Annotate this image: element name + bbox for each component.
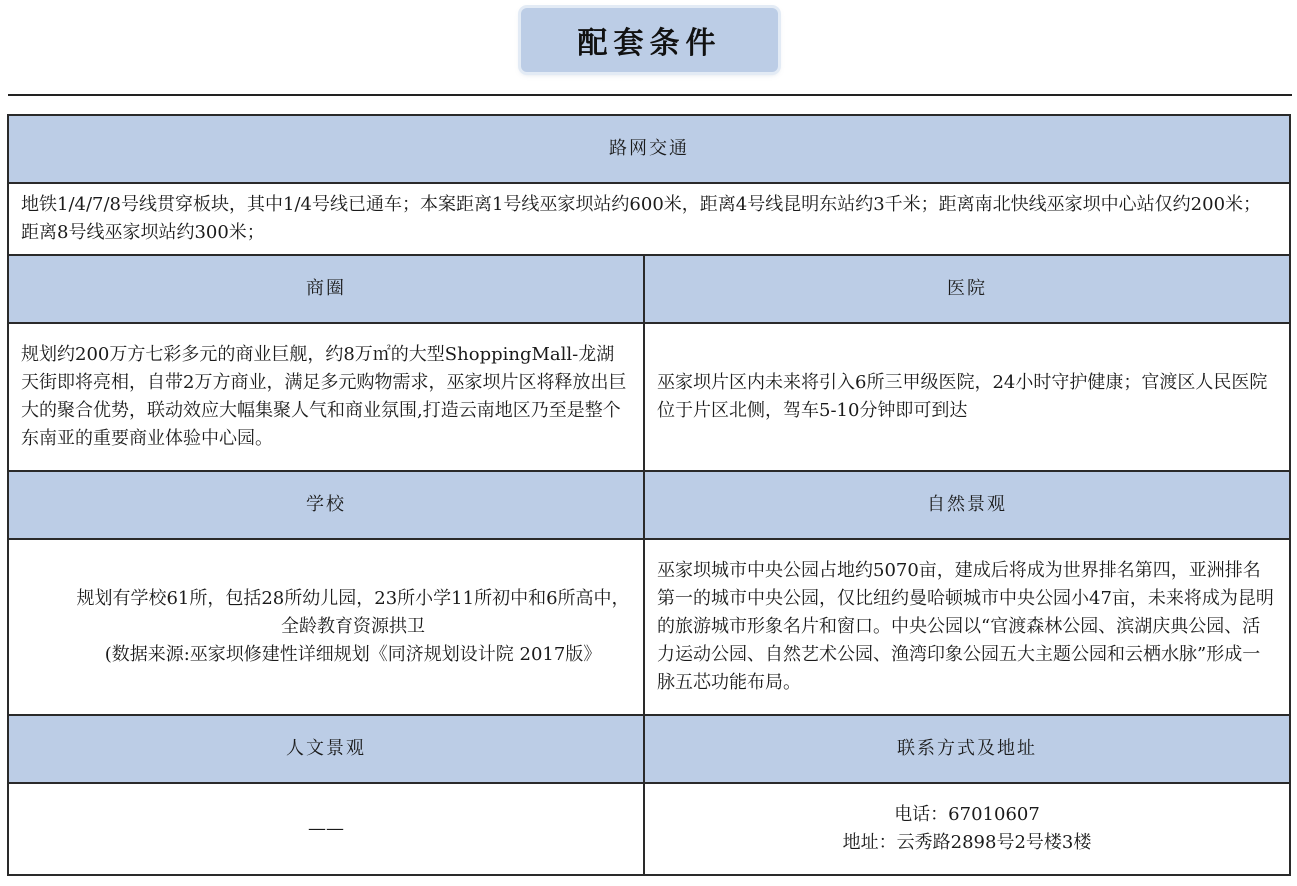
contact-header: 联系方式及地址	[644, 715, 1290, 783]
hospital-text: 巫家坝片区内未来将引入6所三甲级医院，24小时守护健康；官渡区人民医院位于片区北侧，驾车5-10分钟即可到达	[644, 323, 1290, 471]
culture-contact-header-row	[8, 715, 1290, 783]
transport-header-row	[8, 115, 1290, 183]
school-text: 规划有学校61所，包括28所幼儿园，23所小学11所初中和6所高中，全龄教育资源拱卫	[76, 588, 630, 637]
business-hospital-header-row	[8, 255, 1290, 323]
school-cell	[8, 539, 644, 715]
school-nature-header-row	[8, 471, 1290, 539]
title-divider	[8, 94, 1292, 96]
contact-address: 地址：云秀路2898号2号楼3楼	[842, 832, 1092, 853]
facilities-table	[7, 114, 1291, 876]
culture-text: ——	[8, 783, 644, 875]
transport-header: 路网交通	[8, 115, 1290, 183]
contact-cell	[644, 783, 1290, 875]
contact-phone: 电话：67010607	[894, 804, 1040, 825]
school-source: (数据来源:巫家坝修建性详细规划《同济规划设计院 2017版》	[104, 644, 602, 665]
nature-header: 自然景观	[644, 471, 1290, 539]
business-header: 商圈	[8, 255, 644, 323]
culture-contact-body-row	[8, 783, 1290, 875]
culture-header: 人文景观	[8, 715, 644, 783]
business-hospital-body-row	[8, 323, 1290, 471]
hospital-header: 医院	[644, 255, 1290, 323]
transport-text: 地铁1/4/7/8号线贯穿板块，其中1/4号线已通车；本案距离1号线巫家坝站约600米，距离4号线昆明东站约3千米；距离南北快线巫家坝中心站仅约200米；距离8号线巫家坝站约300米；	[8, 183, 1290, 255]
page-title: 配套条件	[521, 8, 778, 72]
transport-body-row	[8, 183, 1290, 255]
school-nature-body-row	[8, 539, 1290, 715]
business-text: 规划约200万方七彩多元的商业巨舰，约8万㎡的大型ShoppingMall-龙湖天街即将亮相，自带2万方商业，满足多元购物需求，巫家坝片区将释放出巨大的聚合优势，联动效应大幅集聚人气和商业氛围,打造云南地区乃至是整个东南亚的重要商业体验中心园。	[8, 323, 644, 471]
school-header: 学校	[8, 471, 644, 539]
nature-text: 巫家坝城市中央公园占地约5070亩，建成后将成为世界排名第四，亚洲排名第一的城市中央公园，仅比纽约曼哈顿城市中央公园小47亩，未来将成为昆明的旅游城市形象名片和窗口。中央公园以“官渡森林公园、滨湖庆典公园、活力运动公园、自然艺术公园、渔湾印象公园五大主题公园和云栖水脉”形成一脉五芯功能布局。	[644, 539, 1290, 715]
